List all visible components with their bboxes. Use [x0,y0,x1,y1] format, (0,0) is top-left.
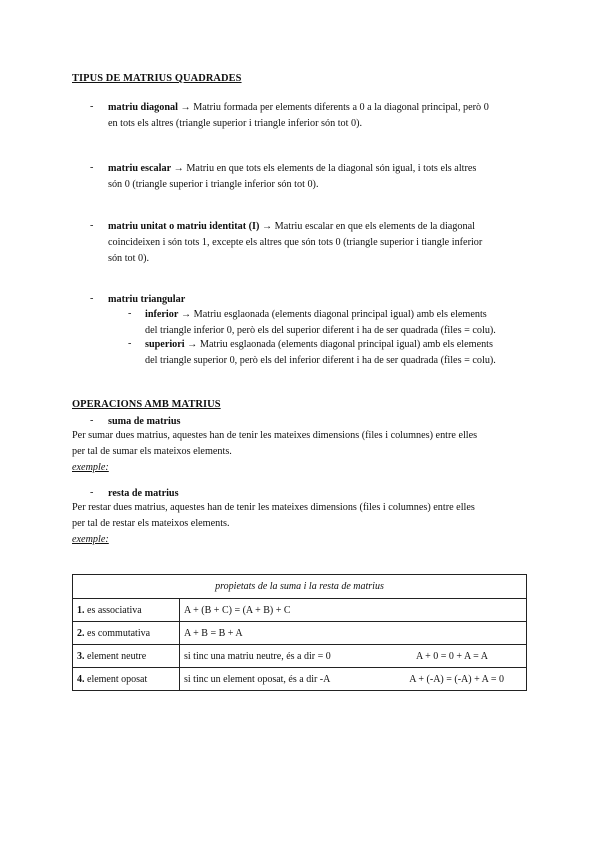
bullet: - [90,293,94,304]
term: matriu escalar [108,163,172,174]
bullet: - [128,308,132,319]
section-title-operacions: OPERACIONS AMB MATRIUS [72,399,221,410]
property-number: 1. [77,604,85,616]
bullet: - [128,338,132,349]
def-line: coincideixen i són tots 1, excepte els altres que són tots 0 (triangle superior i tiangle inferior [108,237,483,248]
item-matriu-unitat [108,219,528,267]
subitem-superiori [145,337,528,369]
property-desc-cell [180,668,527,691]
example-label: exemple: [72,534,109,545]
term: matriu diagonal [108,102,178,113]
property-desc-cell [180,645,527,668]
property-name-cell [73,622,180,645]
def-line: Matriu esglaonada (elements diagonal principal igual) amb els elements [193,309,487,320]
item-matriu-diagonal [108,100,528,132]
property-equation: A + (-A) = (-A) + A = 0 [409,673,504,685]
arrow-icon: → [187,339,198,350]
section-title-tipus: TIPUS DE MATRIUS QUADRADES [72,73,242,84]
desc-line: Per sumar dues matrius, aquestes han de tenir les mateixes dimensions (files i columnes) entre elles [72,430,478,441]
def-line: són 0 (triangle superior i triangle inferior són tot 0). [108,179,319,190]
item-matriu-triangular [108,292,185,308]
table-row [73,622,527,645]
table-caption: propietats de la suma i la resta de matrius [73,575,527,599]
property-name-cell [73,645,180,668]
def-line: en tots els altres (triangle superior i triangle inferior són tot 0). [108,118,363,129]
table-row [73,668,527,691]
desc-line: Per restar dues matrius, aquestes han de tenir les mateixes dimensions (files i columnes) entre elles [72,502,475,513]
term: suma de matrius [108,416,181,427]
subitem-inferior [145,307,528,339]
property-desc-cell [180,599,527,622]
property-name: es associativa [87,604,142,616]
table-caption-row [73,575,527,599]
property-name: element oposat [87,673,148,685]
property-desc: A + B = B + A [184,627,243,639]
op-resta-desc [72,500,528,548]
def-line: del triangle superior 0, però els del inferior diferent i ha de ser quadrada (files = colu). [145,355,496,366]
properties-table [72,574,527,691]
bullet: - [90,415,94,426]
desc-line: per tal de restar els mateixos elements. [72,518,230,529]
desc-line: per tal de sumar els mateixos elements. [72,446,232,457]
property-number: 3. [77,650,85,662]
arrow-icon: → [173,163,184,174]
property-desc: si tinc una matriu neutre, és a dir = 0 [184,650,331,662]
property-number: 4. [77,673,85,685]
item-matriu-escalar [108,161,528,193]
property-name: element neutre [87,650,147,662]
arrow-icon: → [180,309,192,320]
arrow-icon: → [180,102,191,113]
example-label: exemple: [72,462,109,473]
property-number: 2. [77,627,85,639]
bullet: - [90,487,94,498]
op-suma-desc [72,428,528,476]
term: inferior [145,309,179,320]
property-desc-cell [180,622,527,645]
term: resta de matrius [108,488,179,499]
def-line: Matriu escalar en que els elements de la diagonal [274,221,475,232]
property-desc: A + (B + C) = (A + B) + C [184,604,291,616]
property-equation: A + 0 = 0 + A = A [415,650,488,662]
bullet: - [90,101,94,112]
arrow-icon: → [261,221,273,232]
bullet: - [90,220,94,231]
def-line: Matriu en que tots els elements de la diagonal són igual, i tots els altres [186,163,477,174]
term: matriu triangular [108,294,186,305]
def-line: Matriu esglaonada (elements diagonal principal igual) amb els elements [199,339,493,350]
term: superiori [145,339,185,350]
table-row [73,645,527,668]
bullet: - [90,162,94,173]
term: matriu unitat o matriu identitat (I) [108,221,260,232]
property-name-cell [73,668,180,691]
property-name-cell [73,599,180,622]
property-name: es commutativa [87,627,151,639]
def-line: són tot 0). [108,253,150,264]
def-line: Matriu formada per elements diferents a 0 a la diagonal principal, però 0 [193,102,489,113]
def-line: del triangle inferior 0, però els del superior diferent i ha de ser quadrada (files = colu). [145,325,496,336]
table-row [73,599,527,622]
property-desc: si tinc un element oposat, és a dir -A [184,673,331,685]
